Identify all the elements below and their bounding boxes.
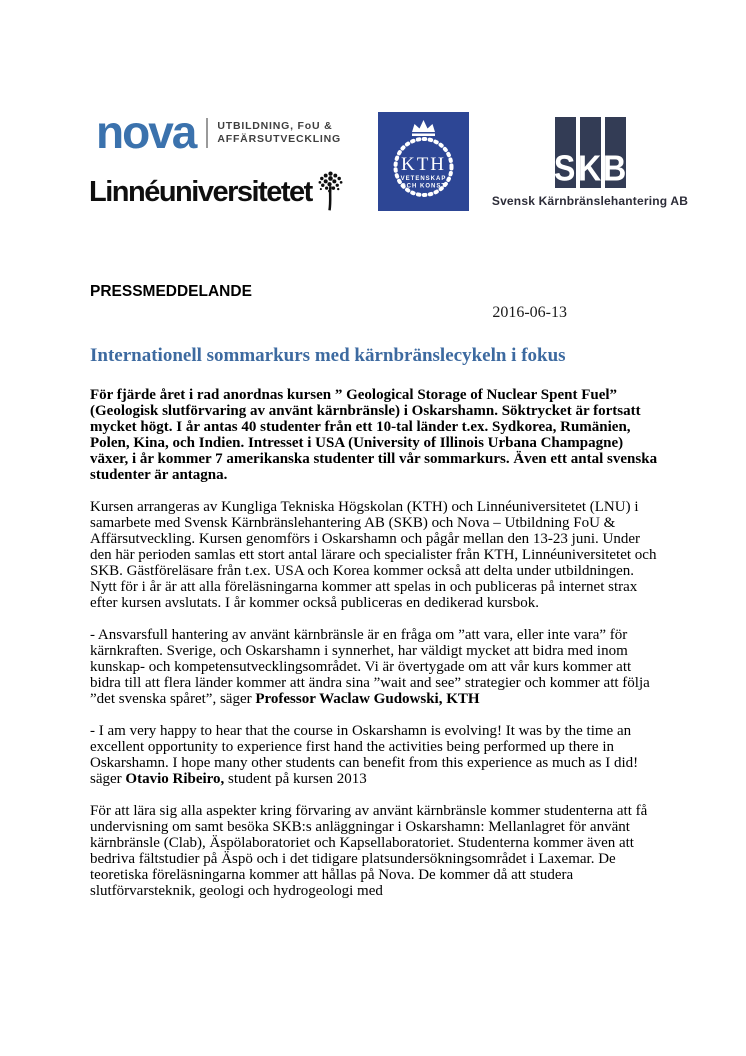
skb-letter-k: K [578,148,602,189]
text-segment: Kursen arrangeras av Kungliga Tekniska Högskolan (KTH) och Linnéuniversitetet (LNU) i samarbete med Svensk Kärnbränslehantering AB (SKB) och Nova – Utbildning FoU & Affärsutveckling. Kursen genomförs i Oskarshamn och pågår mellan den 13-23 juni. Under den här perioden samlas ett stort antal lärare och specialister från KTH, Linnéuniversitetet och SKB. Gästföreläsare från t.ex. USA och Korea kommer också att delta under utbildningen. Nytt för i år är att alla föreläsningarna kommer att spelas in och publiceras på internet strax efter kursen avslutats. I år kommer också publiceras en dedikerad kursbok. [90,499,657,611]
skb-bar [555,117,576,188]
nova-wordmark: nova [96,106,196,158]
body-paragraph [90,723,662,787]
bold-text-segment: För fjärde året i rad anordnas kursen ” Geological Storage of Nuclear Spent Fuel” (Geologisk slutförvaring av använt kärnbränsle) i Oskarshamn. Söktrycket är fortsatt mycket högt. I år antas 40 studenter från ett 10-tal länder t.ex. Sydkorea, Rumänien, Polen, Kina, och Indien. Intresset i USA (University of Illinois Urbana Champagne) växer, i år kommer 7 amerikanska studenter till vår sommarkurs. Även ett antal svenska studenter är antagna. [90,387,658,483]
skb-bars [490,117,690,188]
text-segment: - Ansvarsfull hantering av använt kärnbränsle är en fråga om ”att vara, eller inte vara” för kärnkraften. Sverige, och Oskarshamn i synnerhet, har väldigt mycket att bidra med inom kunskap- och kompetensutvecklingsområdet. Vi är övertygade om att vår kurs kommer att bidra till att flera länder kommer att ändra sina ”wait and see” strategier och kommer att följa ”det svenska spåret”, säger [90,627,650,707]
skb-logo [490,117,690,208]
body-paragraph [90,387,662,483]
linneuniversitetet-wordmark: Linnéuniversitetet [89,176,312,208]
body-paragraph [90,803,662,899]
nova-logo-divider [206,118,208,148]
skb-company-name: Svensk Kärnbränslehantering AB [491,194,689,208]
nova-logo [96,106,342,158]
nova-tagline-line1: UTBILDNING, FoU & [217,120,333,133]
body-paragraph [90,627,662,707]
text-segment: student på kursen 2013 [224,771,367,787]
page-title: Internationell sommarkurs med kärnbränslecykeln i fokus [90,345,566,366]
bold-text-segment: Professor Waclaw Gudowski, KTH [255,691,480,707]
nova-tagline [217,120,341,145]
bold-text-segment: Otavio Ribeiro, [125,771,225,787]
linneuniversitetet-logo [89,172,344,217]
kth-motto-line2: OCH KONST [401,183,446,190]
nova-tagline-line2: AFFÄRSUTVECKLING [217,132,342,145]
skb-letter-b: B [603,148,627,189]
document-body [90,283,662,915]
kth-crown-icon [412,120,435,136]
date: 2016-06-13 [492,304,567,321]
skb-bar [605,117,626,188]
text-segment: - I am very happy to hear that the course in Oskarshamn is evolving! It was by the time an excellent opportunity to experience first hand the activities being performed up there in Oskarshamn. I hope many other students can benefit from this experience as much as I did! säger [90,723,639,787]
kth-abbr: KTH [400,154,447,175]
skb-letter-s: S [554,148,576,189]
text-segment: För att lära sig alla aspekter kring förvaring av använt kärnbränsle kommer studenterna att få undervisning om samt besöka SKB:s anläggningar i Oskarshamn: Mellanlagret för använt kärnbränsle (Clab), Äspölaboratoriet och Kapsellaboratoriet. Studenterna kommer även att bedriva fältstudier på Äspö och i det tidigare platsundersökningsområdet i Laxemar. De teoretiska föreläsningarna kommer att hållas på Nova. De kommer då att studera slutförvarsteknik, geologi och hydrogeologi med [90,803,648,899]
body-paragraphs [90,387,662,899]
kth-logo [378,112,469,211]
body-paragraph [90,499,662,611]
tree-icon [317,170,344,217]
kicker-pressmeddelande: PRESSMEDDELANDE [90,283,252,300]
kth-motto-line1: VETENSKAP [400,176,447,182]
skb-bar [580,117,601,188]
